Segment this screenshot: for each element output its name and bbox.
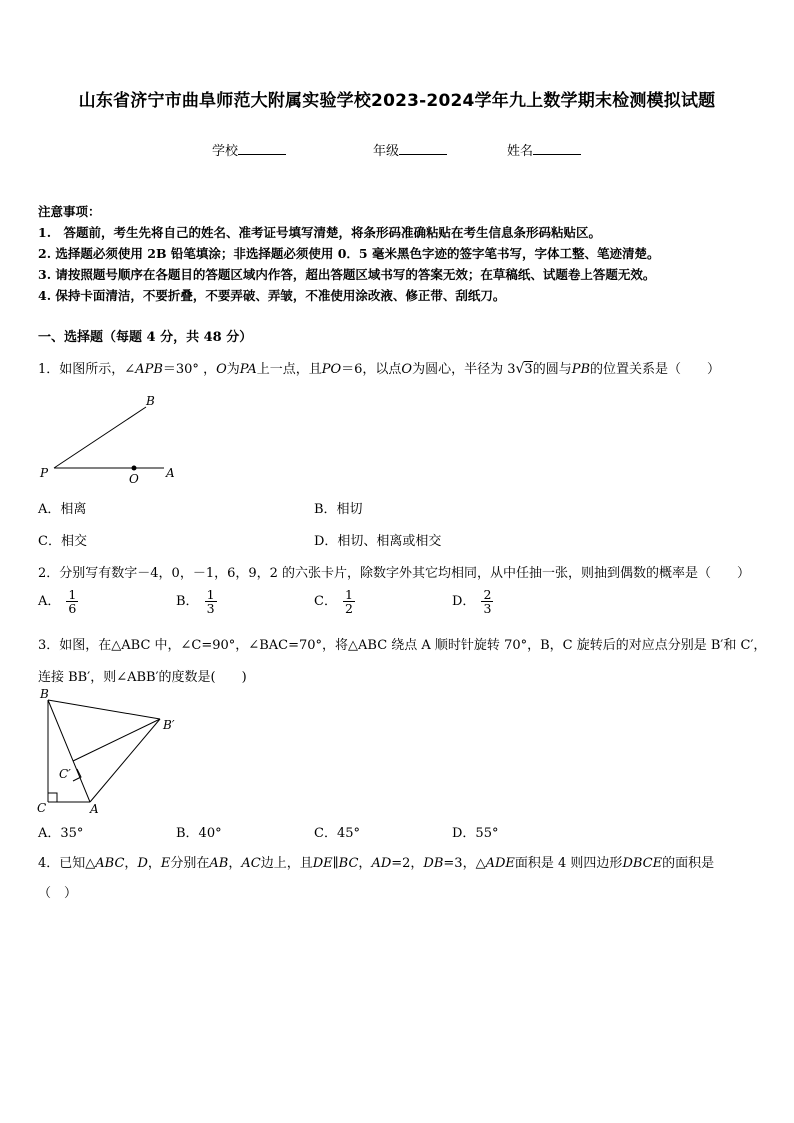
q1-option-d: D．相切、相离或相交 bbox=[314, 534, 442, 549]
page-title: 山东省济宁市曲阜师范大附属实验学校2023-2024学年九上数学期末检测模拟试题 bbox=[78, 91, 716, 111]
section-heading: 一、选择题（每题 4 分，共 48 分） bbox=[38, 330, 253, 345]
question-4-line-2: （ ） bbox=[38, 886, 78, 901]
school-blank bbox=[238, 142, 286, 155]
q3-figure bbox=[30, 686, 190, 818]
label-A: A bbox=[166, 466, 175, 480]
notice-item: 3. 请按照题号顺序在各题目的答题区域内作答，超出答题区域书写的答案无效；在草稿纸、试题卷上答题无效。 bbox=[38, 267, 656, 282]
question-3-line-2: 连接 BB′，则∠ABB′的度数是( ) bbox=[38, 670, 247, 685]
q1-option-b: B．相切 bbox=[314, 502, 363, 517]
sqrt-symbol: √ bbox=[515, 361, 525, 377]
q2-option-a: A． $\frac{1}{6}$ bbox=[38, 587, 77, 617]
label-B-prime: B′ bbox=[163, 718, 175, 732]
notice-item: 2. 选择题必须使用 2B 铅笔填涂；非选择题必须使用 0．5 毫米黑色字迹的签字笔书写，字体工整、笔迹清楚。 bbox=[38, 246, 660, 261]
school-field: 学校 bbox=[212, 140, 286, 159]
q1-figure bbox=[36, 390, 186, 490]
label-B: B bbox=[146, 394, 155, 408]
grade-blank bbox=[399, 142, 447, 155]
q2-option-b: B． $\frac{1}{3}$ bbox=[176, 587, 215, 617]
notice-heading: 注意事项： bbox=[38, 204, 101, 219]
label-A: A bbox=[90, 802, 99, 816]
q3-option-a: A．35° bbox=[38, 826, 84, 841]
name-blank bbox=[533, 142, 581, 155]
label-P: P bbox=[40, 466, 49, 480]
notice-item: 1. 答题前，考生先将自己的姓名、准考证号填写清楚，将条形码准确粘贴在考生信息条形码粘贴区。 bbox=[38, 225, 602, 240]
question-3-line-1: 3．如图，在△ABC 中，∠C=90°，∠BAC=70°，将△ABC 绕点 A 顺时针旋转 70°，B，C 旋转后的对应点分别是 B′和 C′， bbox=[38, 638, 767, 653]
question-4: 4．已知△ABC，D，E分别在AB，AC边上，且DE∥BC，AD=2，DB=3，△ADE面积是 4 则四边形DBCE的面积是 bbox=[38, 856, 715, 871]
label-C-prime: C′ bbox=[59, 767, 71, 781]
question-2: 2．分别写有数字－4，0，－1，6，9，2 的六张卡片，除数字外其它均相同，从中任抽一张，则抽到偶数的概率是（ ） bbox=[38, 566, 751, 581]
q3-option-c: C．45° bbox=[314, 826, 360, 841]
q2-option-c: C． $\frac{1}{2}$ bbox=[314, 587, 353, 617]
label-B: B bbox=[40, 687, 49, 701]
label-O: O bbox=[129, 472, 139, 486]
name-field: 姓名 bbox=[507, 140, 581, 159]
q2-option-d: D． $\frac{2}{3}$ bbox=[452, 587, 492, 617]
q1-option-c: C．相交 bbox=[38, 534, 87, 549]
q3-option-b: B．40° bbox=[176, 826, 222, 841]
grade-field: 年级 bbox=[373, 140, 447, 159]
q3-option-d: D．55° bbox=[452, 826, 499, 841]
question-1: 1．如图所示，∠APB＝30° ，O为PA上一点，且PO＝6，以点O为圆心，半径为 3√3的圆与PB的位置关系是（ ） bbox=[38, 361, 721, 377]
label-C: C bbox=[37, 801, 47, 815]
q1-option-a: A．相离 bbox=[38, 502, 87, 517]
notice-item: 4. 保持卡面清洁，不要折叠，不要弄破、弄皱，不准使用涂改液、修正带、刮纸刀。 bbox=[38, 288, 506, 303]
